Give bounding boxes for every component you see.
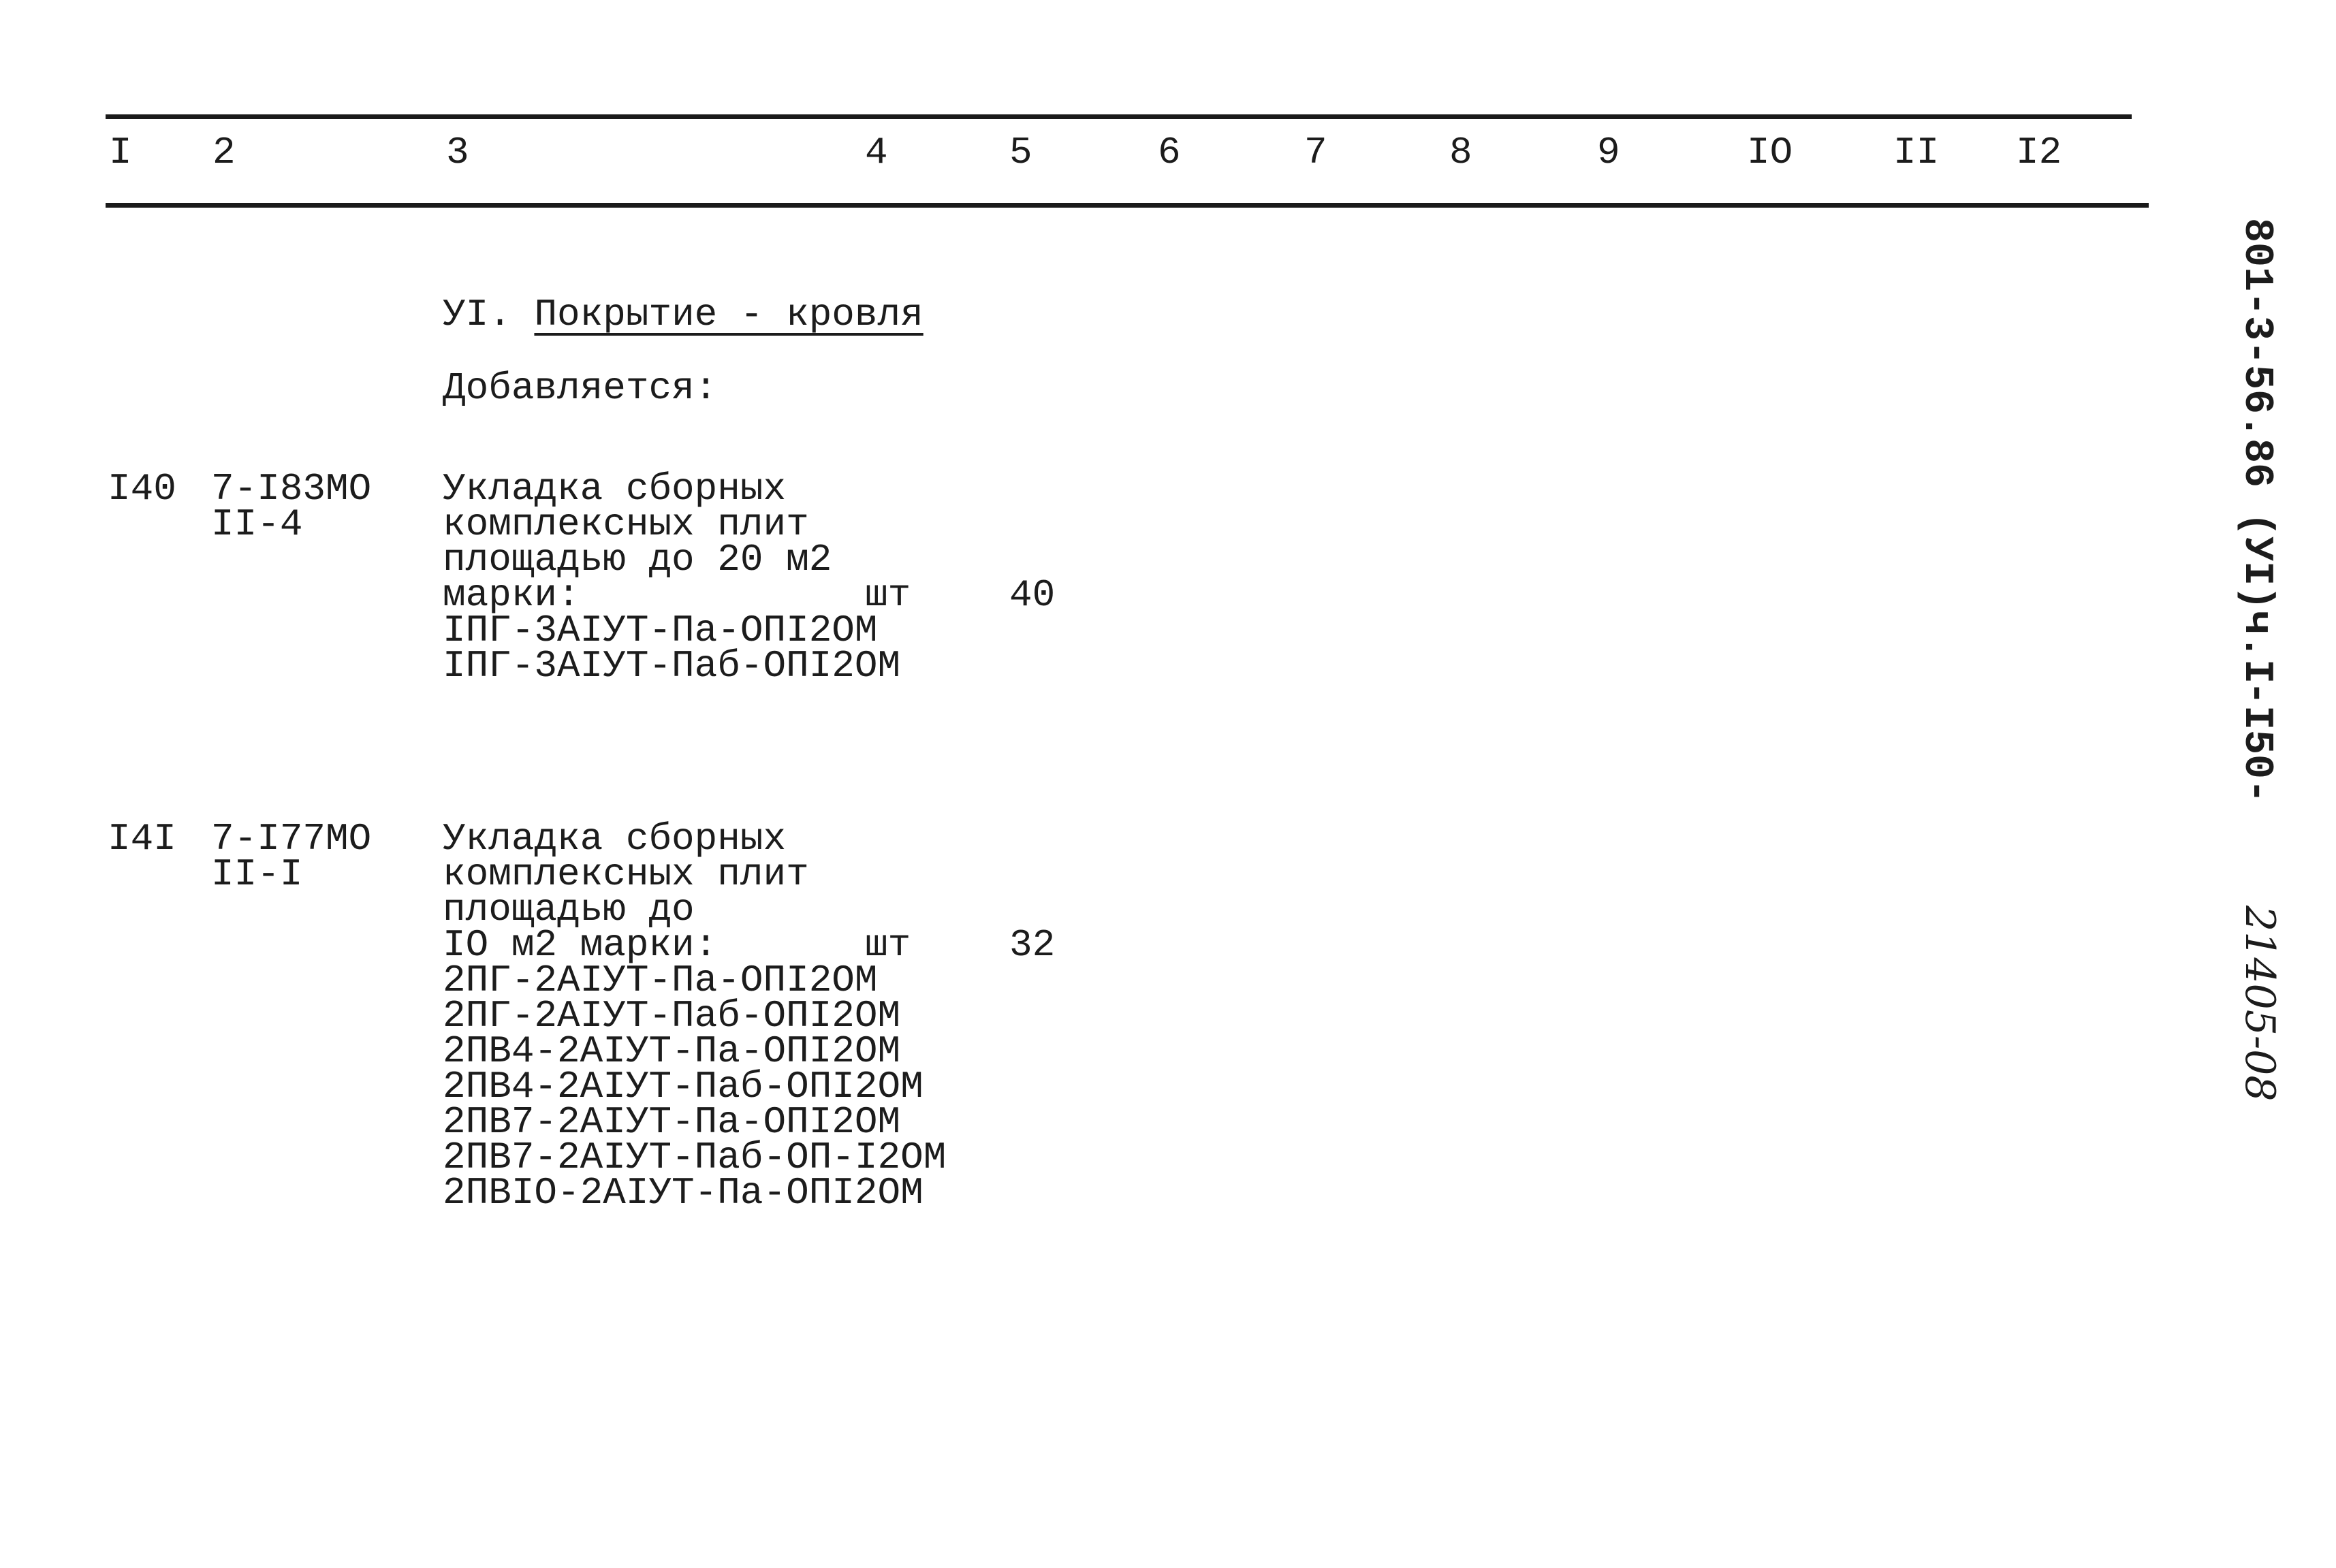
row-description-line: площадью до	[443, 888, 695, 931]
row-description-line: марки:	[443, 573, 580, 617]
section-title: Покрытие - кровля	[534, 293, 924, 336]
row-description-line: 2ПВ4-2АIУТ-Паб-ОПI2OM	[443, 1065, 924, 1108]
row-description-line: 2ПВIO-2АIУТ-Пa-ОПI2OM	[443, 1171, 924, 1215]
row-code-line: II-I	[211, 852, 303, 896]
row-description-line: 2ПГ-2АIУТ-Пa-ОПI2OM	[443, 959, 878, 1002]
row-description-line: 2ПВ4-2АIУТ-Пa-ОПI2OM	[443, 1029, 901, 1073]
column-number-2: 2	[212, 131, 236, 174]
row-description-line: IПГ-3АIУТ-Паб-ОПI2OM	[443, 644, 901, 688]
row-number: I4I	[108, 817, 176, 861]
section-heading	[443, 293, 924, 336]
row-description-line: Укладка сборных	[443, 467, 787, 511]
row-unit: шт	[865, 573, 911, 617]
row-number: I40	[108, 467, 176, 511]
column-number-12: I2	[2016, 131, 2062, 174]
page-number: -I50-	[2233, 681, 2279, 804]
column-number-1: I	[109, 131, 132, 174]
row-description-line: площадью до 20 м2	[443, 538, 832, 581]
row-quantity: 32	[1009, 923, 1056, 967]
column-number-5: 5	[1009, 131, 1032, 174]
column-number-9: 9	[1597, 131, 1620, 174]
row-description-line: 2ПГ-2АIУТ-Паб-ОПI2OM	[443, 994, 901, 1038]
row-code-line: 7-I77МО	[211, 817, 372, 861]
column-number-8: 8	[1449, 131, 1472, 174]
section-number: УI.	[443, 293, 511, 336]
row-description-line: IПГ-3АIУТ-Пa-ОПI2OM	[443, 609, 878, 652]
header-bottom-rule	[106, 203, 2149, 208]
column-number-6: 6	[1158, 131, 1181, 174]
added-label: Добавляется:	[443, 366, 718, 410]
handwritten-inventory-number: 21405-08	[2236, 906, 2284, 1102]
document-code: 801-3-56.86 (УI)ч.I	[2233, 218, 2279, 684]
row-description-line: комплексных плит	[443, 502, 809, 546]
column-number-7: 7	[1304, 131, 1327, 174]
row-code-line: 7-I83МО	[211, 467, 372, 511]
row-quantity: 40	[1009, 573, 1056, 617]
row-unit: шт	[865, 923, 911, 967]
row-description-line: 2ПВ7-2АIУТ-Пa-ОПI2OM	[443, 1100, 901, 1144]
row-description-line: IO м2 марки:	[443, 923, 718, 967]
row-description-line: Укладка сборных	[443, 817, 787, 861]
column-number-10: IO	[1747, 131, 1793, 174]
row-description-line: 2ПВ7-2АIУТ-Паб-ОП-I2OM	[443, 1136, 947, 1179]
column-number-4: 4	[865, 131, 888, 174]
column-number-3: 3	[446, 131, 469, 174]
row-code-line: II-4	[211, 502, 303, 546]
row-description-line: комплексных плит	[443, 852, 809, 896]
header-top-rule	[106, 114, 2132, 119]
column-number-11: II	[1893, 131, 1940, 174]
